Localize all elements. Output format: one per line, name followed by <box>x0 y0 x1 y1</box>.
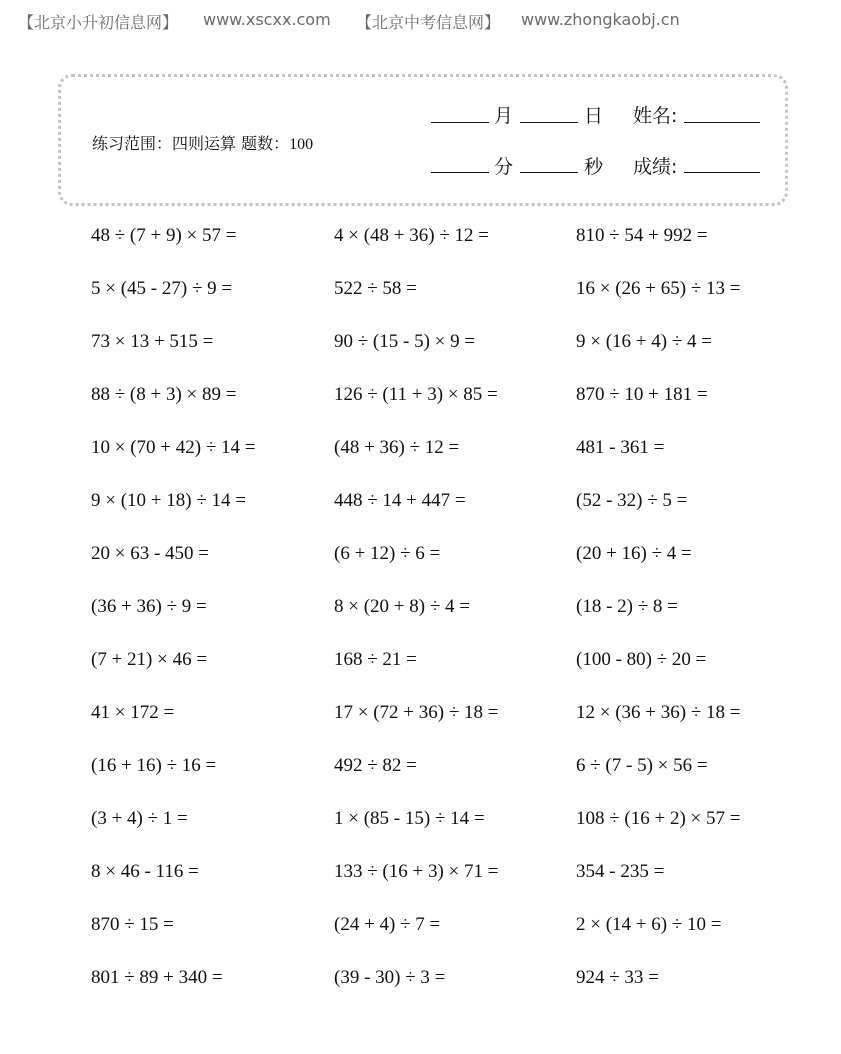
problem-item: 448 ÷ 14 + 447 = <box>334 490 466 511</box>
problem-item: 88 ÷ (8 + 3) × 89 = <box>91 384 237 405</box>
problem-item: 12 × (36 + 36) ÷ 18 = <box>576 702 741 723</box>
site1-name: 【北京小升初信息网】 <box>18 13 179 32</box>
problem-item: 133 ÷ (16 + 3) × 71 = <box>334 861 499 882</box>
problem-item: 90 ÷ (15 - 5) × 9 = <box>334 331 476 352</box>
problem-item: 801 ÷ 89 + 340 = <box>91 967 223 988</box>
problem-item: (18 - 2) ÷ 8 = <box>576 596 678 617</box>
problem-item: 41 × 172 = <box>91 702 175 723</box>
problem-item: 924 ÷ 33 = <box>576 967 659 988</box>
problem-item: 17 × (72 + 36) ÷ 18 = <box>334 702 499 723</box>
name-blank[interactable] <box>684 122 760 123</box>
problem-count: 100 <box>289 136 314 153</box>
problem-item: 48 ÷ (7 + 9) × 57 = <box>91 225 237 246</box>
problem-item: (20 + 16) ÷ 4 = <box>576 543 692 564</box>
name-label: 姓名: <box>633 105 678 127</box>
site2-name: 【北京中考信息网】 <box>356 13 501 32</box>
problem-item: (48 + 36) ÷ 12 = <box>334 437 460 458</box>
problem-item: 5 × (45 - 27) ÷ 9 = <box>91 278 233 299</box>
problem-item: 126 ÷ (11 + 3) × 85 = <box>334 384 498 405</box>
minute-blank[interactable] <box>431 172 489 173</box>
day-label: 日 <box>584 105 604 127</box>
problem-item: 870 ÷ 10 + 181 = <box>576 384 708 405</box>
problem-item: 20 × 63 - 450 = <box>91 543 210 564</box>
problem-item: 4 × (48 + 36) ÷ 12 = <box>334 225 489 246</box>
problem-item: 522 ÷ 58 = <box>334 278 417 299</box>
problem-item: 9 × (10 + 18) ÷ 14 = <box>91 490 246 511</box>
problem-item: (36 + 36) ÷ 9 = <box>91 596 207 617</box>
score-label: 成绩: <box>633 156 678 178</box>
problem-item: (24 + 4) ÷ 7 = <box>334 914 441 935</box>
problem-item: 492 ÷ 82 = <box>334 755 417 776</box>
problem-item: (7 + 21) × 46 = <box>91 649 208 670</box>
range-label: 练习范围：四则运算 题数： <box>92 134 290 153</box>
problem-item: (52 - 32) ÷ 5 = <box>576 490 688 511</box>
problem-item: (16 + 16) ÷ 16 = <box>91 755 217 776</box>
day-blank[interactable] <box>520 122 578 123</box>
problem-item: 8 × 46 - 116 = <box>91 861 199 882</box>
score-blank[interactable] <box>684 172 760 173</box>
problem-item: 6 ÷ (7 - 5) × 56 = <box>576 755 708 776</box>
site-header <box>0 10 841 32</box>
site1-url[interactable]: www.xscxx.com <box>203 10 331 29</box>
problem-item: 9 × (16 + 4) ÷ 4 = <box>576 331 712 352</box>
problem-item: 354 - 235 = <box>576 861 665 882</box>
problem-item: 870 ÷ 15 = <box>91 914 174 935</box>
problem-item: (100 - 80) ÷ 20 = <box>576 649 707 670</box>
problem-item: 73 × 13 + 515 = <box>91 331 214 352</box>
problem-item: 481 - 361 = <box>576 437 665 458</box>
second-label: 秒 <box>584 156 604 178</box>
problem-item: (6 + 12) ÷ 6 = <box>334 543 441 564</box>
problem-item: (3 + 4) ÷ 1 = <box>91 808 188 829</box>
problem-item: 1 × (85 - 15) ÷ 14 = <box>334 808 485 829</box>
problem-item: 10 × (70 + 42) ÷ 14 = <box>91 437 256 458</box>
problem-item: 2 × (14 + 6) ÷ 10 = <box>576 914 722 935</box>
second-blank[interactable] <box>520 172 578 173</box>
site2-url[interactable]: www.zhongkaobj.cn <box>521 10 680 29</box>
problem-item: (39 - 30) ÷ 3 = <box>334 967 446 988</box>
minute-label: 分 <box>494 156 514 178</box>
practice-range <box>92 131 313 154</box>
problem-item: 810 ÷ 54 + 992 = <box>576 225 708 246</box>
month-blank[interactable] <box>431 122 489 123</box>
problem-item: 16 × (26 + 65) ÷ 13 = <box>576 278 741 299</box>
problem-item: 8 × (20 + 8) ÷ 4 = <box>334 596 470 617</box>
month-label: 月 <box>494 105 514 127</box>
problem-item: 168 ÷ 21 = <box>334 649 417 670</box>
problem-item: 108 ÷ (16 + 2) × 57 = <box>576 808 741 829</box>
